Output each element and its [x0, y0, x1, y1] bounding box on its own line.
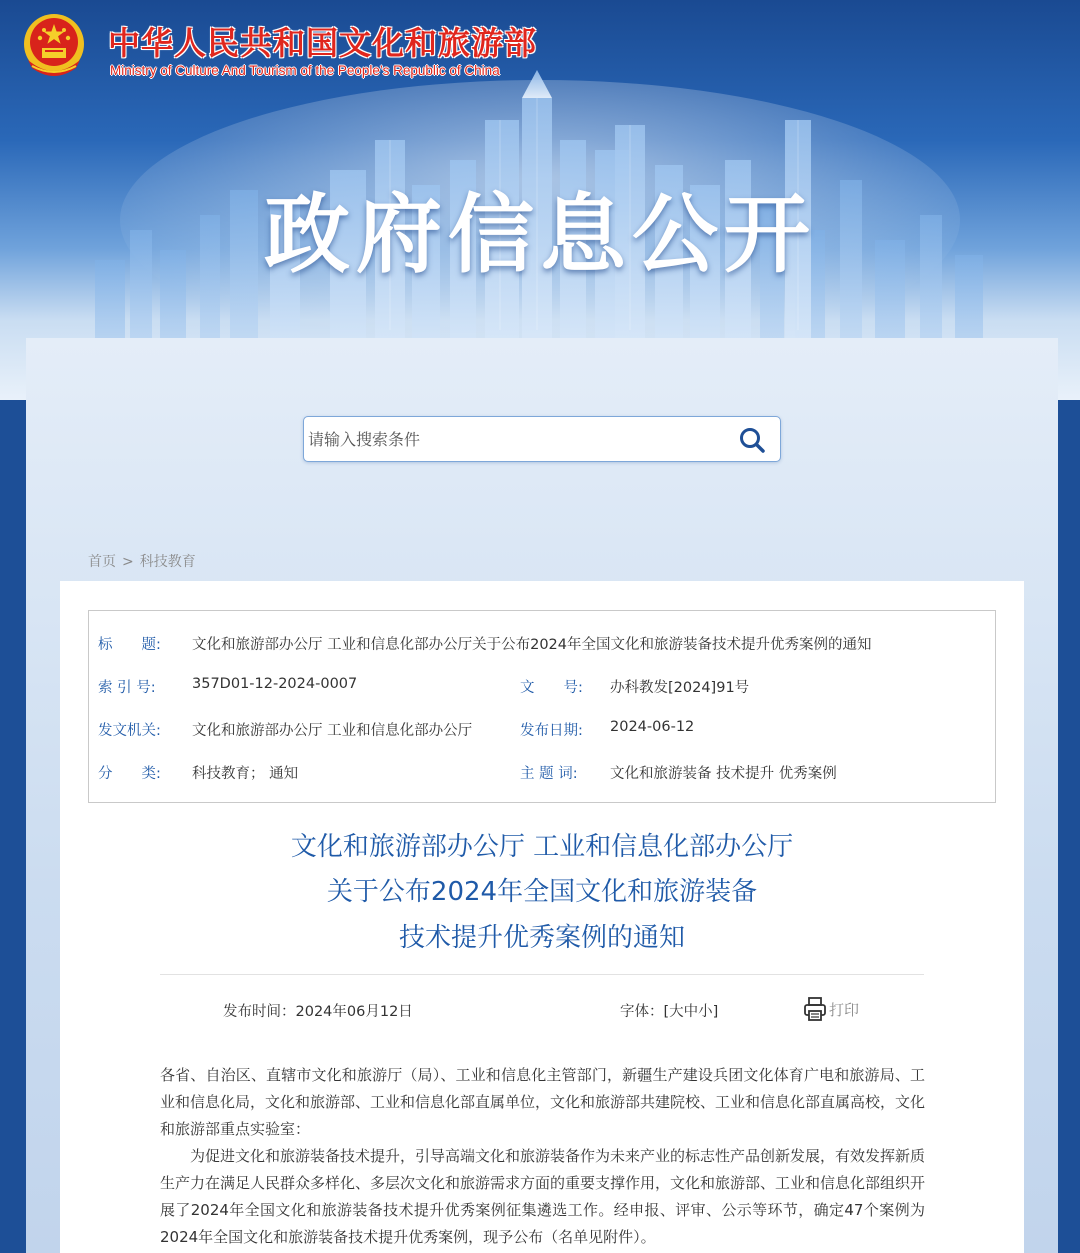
article-body	[160, 1062, 925, 1251]
font-size-end: ]	[712, 1004, 719, 1020]
meta-issuer-label: 发文机关:	[98, 723, 161, 739]
font-size-medium-button[interactable]: 中	[683, 1004, 699, 1020]
metadata-table	[88, 610, 996, 803]
publish-time	[223, 1000, 413, 1021]
national-emblem-icon	[18, 10, 90, 82]
print-button[interactable]	[803, 996, 859, 1022]
publish-time-value: 2024年06月12日	[295, 1004, 413, 1020]
meta-date-label: 发布日期:	[520, 723, 583, 739]
salutation-paragraph: 各省、自治区、直辖市文化和旅游厅（局）、工业和信息化主管部门，新疆生产建设兵团文化体育广电和旅游局、工业和信息化局，文化和旅游部、工业和信息化部直属单位，文化和旅游部共建院校、工业和信息化部直属高校，文化和旅游部重点实验室：	[160, 1066, 926, 1138]
meta-keywords-value: 文化和旅游装备 技术提升 优秀案例	[610, 766, 837, 782]
body-paragraph-1: 为促进文化和旅游装备技术提升，引导高端文化和旅游装备作为未来产业的标志性产品创新发展，有效发挥新质生产力在满足人民群众多样化、多层次文化和旅游需求方面的重要支撑作用，文化和旅游部、工业和信息化部组织开展了2024年全国文化和旅游装备技术提升优秀案例征集遴选工作。经申报、评审、公示等环节，确定47个案例为2024年全国文化和旅游装备技术提升优秀案例，现予公布（名单见附件）。	[160, 1147, 926, 1246]
font-size-selector	[620, 1000, 718, 1021]
article-title-line-3: 技术提升优秀案例的通知	[398, 923, 685, 953]
meta-keywords-label: 主 题 词:	[520, 766, 578, 782]
meta-title-label: 标 题:	[98, 637, 161, 653]
breadcrumb-separator: >	[122, 554, 134, 570]
meta-issuer-value: 文化和旅游部办公厅 工业和信息化部办公厅	[192, 723, 473, 739]
search-input[interactable]	[308, 423, 708, 455]
title-divider	[160, 974, 924, 975]
breadcrumb-current-link[interactable]: 科技教育	[139, 554, 196, 570]
search-icon[interactable]	[738, 426, 766, 454]
font-size-label: 字体：[	[620, 1004, 670, 1020]
meta-category-label: 分 类:	[98, 766, 161, 782]
search-bar	[303, 416, 781, 462]
article-title-line-1: 文化和旅游部办公厅 工业和信息化部办公厅	[290, 832, 794, 862]
meta-index-value: 357D01-12-2024-0007	[192, 676, 358, 692]
print-label: 打印	[829, 1000, 860, 1019]
ministry-name-en[interactable]: Ministry of Culture And Tourism of the People’s Republic of China	[110, 63, 500, 78]
meta-title-value: 文化和旅游部办公厅 工业和信息化部办公厅关于公布2024年全国文化和旅游装备技术提升优秀案例的通知	[192, 637, 872, 653]
font-size-large-button[interactable]: 大	[669, 1004, 684, 1020]
meta-docno-label: 文 号:	[520, 680, 583, 696]
publish-time-label: 发布时间：	[223, 1004, 296, 1020]
banner-title: 政府信息公开	[264, 185, 816, 285]
meta-date-value: 2024-06-12	[610, 719, 695, 735]
printer-icon	[803, 996, 827, 1022]
article-title-line-2: 关于公布2024年全国文化和旅游装备	[326, 877, 758, 907]
breadcrumb	[88, 551, 196, 571]
ministry-name-cn[interactable]: 中华人民共和国文化和旅游部	[108, 24, 538, 62]
font-size-small-button[interactable]: 小	[698, 1004, 713, 1020]
meta-docno-value: 办科教发[2024]91号	[610, 680, 750, 696]
meta-index-label: 索 引 号:	[98, 680, 156, 696]
meta-category-value: 科技教育； 通知	[192, 766, 299, 782]
breadcrumb-home-link[interactable]: 首页	[88, 554, 116, 570]
